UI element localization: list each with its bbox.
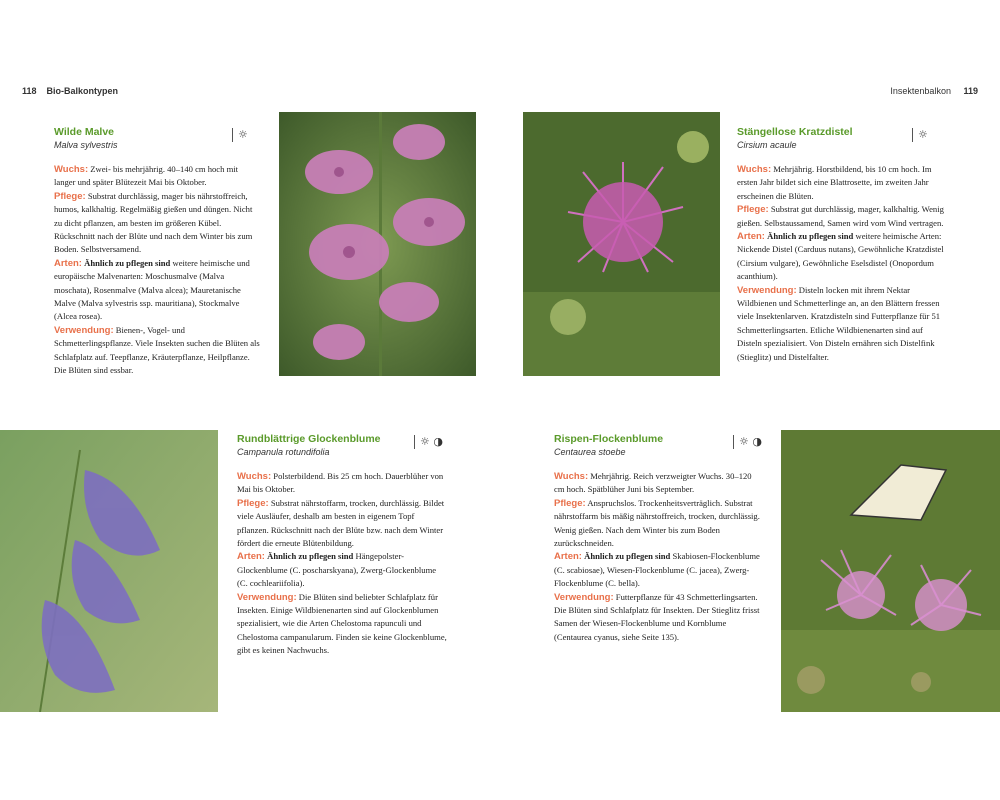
plant-name: Wilde Malve [54, 126, 115, 138]
verwendung-text: Bienen-, Vogel- und Schmetterlingspflanze. Viele Insekten suchen die Blüten als Schlafplatz auf. Teepflanze, Kräuterpflanze, Heilpflanze. Die Blüten sind essbar. [54, 324, 260, 376]
right-page-header [890, 86, 978, 96]
plant-name: Rispen-Flockenblume [554, 433, 664, 445]
flockenblume-photo [781, 430, 1000, 712]
wuchs-label: Wuchs: [54, 164, 89, 175]
wuchs-text: Mehrjährig. Horstbildend, bis 10 cm hoch. Im ersten Jahr bildet sich eine Blattrosette, im zweiten Jahr erscheinen die Blüten. [737, 164, 932, 201]
plant-description [737, 163, 945, 364]
pflege-label: Pflege: [554, 497, 586, 509]
sun-icon: ☼ [238, 128, 248, 141]
arten-label: Arten: [554, 551, 582, 563]
arten-lead: Ähnlich zu pflegen sind [84, 257, 171, 268]
arten-text: Skabiosen-Flockenblume (C. scabiosae), Wiesen-Flockenblume (C. jacea), Zwerg-Flockenblume (C. bella). [554, 551, 760, 589]
halfshade-icon: ◑ [433, 435, 443, 448]
verwendung-text: Die Blüten sind beliebter Schlafplatz für Insekten. Einige Wildbienenarten sind auf Glockenblumen spezialisiert, wie die Arten Chelostoma rapunculi und Chelostoma campanularum. Finden sie keine Glockenblume, gibt es keinen Nachwuchs. [237, 591, 447, 656]
arten-label: Arten: [737, 231, 765, 243]
light-icons [414, 435, 443, 449]
verwendung-label: Verwendung: [737, 284, 797, 296]
plant-latin: Malva sylvestris [54, 140, 118, 150]
arten-text: weitere heimische und europäische Malvenarten: Moschusmalve (Malva moschata), Rosenmalve (Malva alcea); Mauretanische Malve (Malva sylvestris ssp. mauritiana), Stockmalve (Alcea rosea). [54, 257, 250, 322]
plant-latin: Campanula rotundifolia [237, 447, 330, 457]
plant-card-malve [54, 126, 260, 378]
arten-label: Arten: [237, 551, 265, 563]
light-icons [912, 128, 928, 142]
pflege-text: Substrat durchlässig, mager bis nährstoffreich, humos, kalkhaltig. Regelmäßig gießen und düngen. Nicht zu dicht pflanzen, am besten im größeren Kübel. Rückschnitt nach der Blüte und nach dem Winter bis zum Boden. Selbstversamend. [54, 190, 253, 255]
malve-photo [279, 112, 476, 376]
left-page-header [22, 86, 118, 96]
plant-name: Stängellose Kratzdistel [737, 126, 853, 138]
plant-latin: Centaurea stoebe [554, 447, 626, 457]
right-page-number: 119 [963, 86, 978, 96]
wuchs-label: Wuchs: [737, 164, 772, 175]
halfshade-icon: ◑ [752, 435, 762, 448]
wuchs-text: Zwei- bis mehrjährig. 40–140 cm hoch mit langer und später Blütezeit Mai bis Oktober. [54, 164, 239, 188]
verwendung-text: Disteln locken mit ihrem Nektar Wildbienen und Schmetterlinge an, an den Blättern fressen viele Insektenlarven. Kratzdisteln sind Futterpflanze für 51 Schmetterlingsarten. Etliche Wildbienenarten sind auf Disteln spezialisiert. Von Disteln ernähren sich Distelfink (Stieglitz) und Distelfalter. [737, 284, 941, 362]
wuchs-label: Wuchs: [237, 471, 272, 482]
pflege-label: Pflege: [737, 204, 769, 216]
verwendung-label: Verwendung: [54, 324, 114, 336]
pflege-label: Pflege: [54, 190, 86, 202]
sun-icon: ☼ [739, 435, 749, 448]
arten-text: weitere heimische Arten: Nickende Distel (Carduus nutans), Gewöhnliche Kratzdistel (Cirsium vulgare), Gewöhnliche Eselsdistel (Onopordum acanthium). [737, 231, 944, 282]
plant-card-kratzdistel [737, 126, 945, 364]
pflege-text: Anspruchslos. Trockenheitsverträglich. Substrat nährstoffarm bis mäßig nährstoffreich, trocken, durchlässig. Wenig gießen. Nach dem Winter bis zum Boden zurückschneiden. [554, 497, 760, 549]
wuchs-text: Polsterbildend. Bis 25 cm hoch. Dauerblüher von Mai bis Oktober. [237, 471, 444, 495]
kratzdistel-photo [523, 112, 720, 376]
arten-lead: Ähnlich zu pflegen sind [267, 551, 354, 562]
pflege-label: Pflege: [237, 497, 269, 509]
wuchs-text: Mehrjährig. Reich verzweigter Wuchs. 30–120 cm hoch. Spätblüher Juni bis September. [554, 471, 752, 495]
pflege-text: Substrat nährstoffarm, trocken, durchlässig. Bildet viele Ausläufer, deshalb am besten in eigenem Topf pflanzen. Rückschnitt nach der Blüte bzw. nach dem Winter fördert die erneute Blütenbildung. [237, 497, 445, 549]
verwendung-label: Verwendung: [237, 591, 297, 603]
light-icons [232, 128, 248, 142]
plant-card-flockenblume [554, 433, 764, 644]
plant-description [554, 470, 764, 644]
left-page-number: 118 [22, 86, 37, 96]
arten-lead: Ähnlich zu pflegen sind [584, 551, 671, 562]
arten-lead: Ähnlich zu pflegen sind [767, 231, 854, 242]
plant-description [54, 163, 260, 378]
pflege-text: Substrat gut durchlässig, mager, kalkhaltig. Wenig gießen. Selbstaussamend, Samen wird vom Wind vertragen. [737, 204, 944, 228]
plant-latin: Cirsium acaule [737, 140, 797, 150]
plant-description [237, 470, 447, 658]
verwendung-label: Verwendung: [554, 591, 614, 603]
arten-text: Hängepolster-Glockenblume (C. poscharskyana), Zwerg-Glockenblume (C. cochleariifolia). [237, 551, 437, 589]
left-section-title: Bio-Balkontypen [46, 86, 119, 96]
wuchs-label: Wuchs: [554, 471, 589, 482]
plant-name: Rundblättrige Glockenblume [237, 433, 381, 445]
light-icons [733, 435, 762, 449]
arten-label: Arten: [54, 257, 82, 269]
verwendung-text: Futterpflanze für 43 Schmetterlingsarten. Die Blüten sind Schlafplatz für Insekten. Der Stieglitz frisst Samen der Wiesen-Flockenblume und Kornblume (Centaurea cyanus, siehe Seite 135). [554, 591, 760, 642]
sun-icon: ☼ [918, 128, 928, 141]
glockenblume-photo [0, 430, 218, 712]
right-section-title: Insektenbalkon [890, 86, 951, 96]
sun-icon: ☼ [420, 435, 430, 448]
plant-card-glockenblume [237, 433, 447, 658]
